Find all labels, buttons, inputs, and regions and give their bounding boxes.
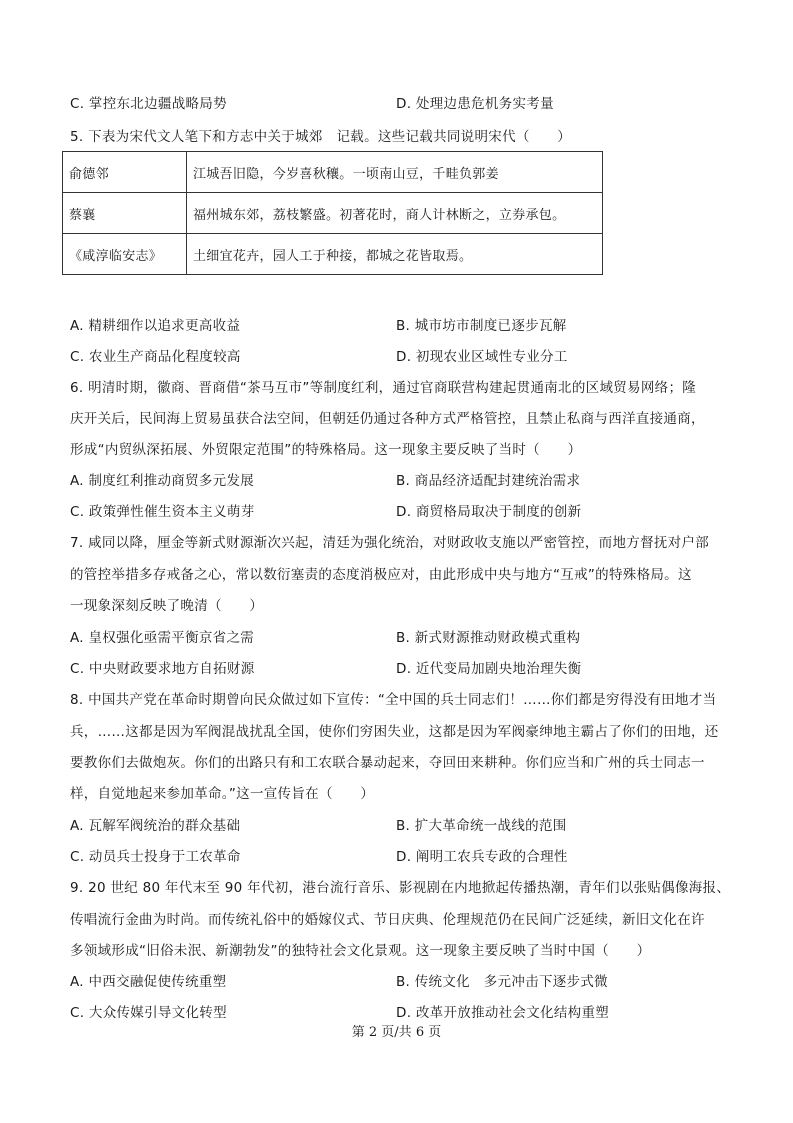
q6-stem-line-2: 庆开关后，民间海上贸易虽获合法空间，但朝廷仍通过各种方式严格管控，且禁止私商与西洋直接通商， xyxy=(70,411,705,427)
table-cell-author: 《咸淳临安志》 xyxy=(63,234,187,275)
q6-option-b: B. 商品经济适配封建统治需求 xyxy=(396,473,581,489)
q6-option-a: A. 制度红利推动商贸多元发展 xyxy=(70,473,255,489)
table-row xyxy=(63,234,603,275)
page-number-footer: 第 2 页/共 6 页 xyxy=(351,1025,442,1040)
q8-option-d: D. 阐明工农兵专政的合理性 xyxy=(396,849,568,865)
q6-stem-line-3: 形成“内贸纵深拓展、外贸限定范围”的特殊格局。这一现象主要反映了当时（ ） xyxy=(70,442,582,458)
table-row xyxy=(63,193,603,234)
q6-stem-line-1: 6. 明清时期，徽商、晋商借“茶马互市”等制度红利，通过官商联营构建起贯通南北的区域贸易网络；隆 xyxy=(70,380,697,396)
table-cell-text: 福州城东郊，荔枝繁盛。初著花时，商人计林断之，立券承包。 xyxy=(187,193,603,234)
q7-stem-line-2: 的管控举措多存戒备之心，常以数衍塞责的态度消极应对，由此形成中央与地方“互戒”的特殊格局。这 xyxy=(70,567,692,583)
q8-option-a: A. 瓦解军阀统治的群众基础 xyxy=(70,818,241,834)
q5-option-a: A. 精耕细作以追求更高收益 xyxy=(70,318,241,334)
q5-option-b: B. 城市坊市制度已逐步瓦解 xyxy=(396,318,567,334)
q8-option-c: C. 动员兵士投身于工农革命 xyxy=(70,849,241,865)
q9-option-a: A. 中西交融促使传统重塑 xyxy=(70,974,227,990)
q8-option-b: B. 扩大革命统一战线的范围 xyxy=(396,818,567,834)
q7-option-a: A. 皇权强化亟需平衡京省之需 xyxy=(70,630,255,646)
q4-option-d: D. 处理边患危机务实考量 xyxy=(396,96,554,112)
q9-option-b: B. 传统文化 多元冲击下逐步式微 xyxy=(396,974,608,990)
q9-stem-line-3: 多领域形成“旧俗未泯、新潮勃发”的独特社会文化景观。这一现象主要反映了当时中国（ ） xyxy=(70,943,651,959)
q4-option-c: C. 掌控东北边疆战略局势 xyxy=(70,96,227,112)
table-cell-text: 土细宜花卉，园人工于种接，都城之花皆取焉。 xyxy=(187,234,603,275)
q7-stem-line-1: 7. 咸同以降，厘金等新式财源渐次兴起，清廷为强化统治，对财政收支施以严密管控，而地方督抚对户部 xyxy=(70,535,710,551)
q8-stem-line-3: 要教你们去做炮灰。你们的出路只有和工农联合暴动起来，夺回田来耕种。你们应当和广州的兵士同志一 xyxy=(70,755,705,771)
q5-source-table xyxy=(62,151,603,275)
table-cell-author: 俞德邻 xyxy=(63,152,187,193)
q8-stem-line-4: 样，自觉地起来参加革命。”这一宣传旨在（ ） xyxy=(70,786,375,802)
q6-option-c: C. 政策弹性催生资本主义萌芽 xyxy=(70,504,255,520)
q7-option-d: D. 近代变局加剧央地治理失衡 xyxy=(396,661,582,677)
q9-stem-line-1: 9. 20 世纪 80 年代末至 90 年代初，港台流行音乐、影视剧在内地掀起传播热潮，青年们以张贴偶像海报、 xyxy=(70,880,731,896)
q8-stem-line-2: 兵，……这都是因为军阀混战扰乱全国，使你们穷困失业，这都是因为军阀豪绅地主霸占了你们的田地，还 xyxy=(70,724,719,740)
q7-option-b: B. 新式财源推动财政模式重构 xyxy=(396,630,581,646)
q9-option-d: D. 改革开放推动社会文化结构重塑 xyxy=(396,1005,610,1021)
table-row xyxy=(63,152,603,193)
q5-option-d: D. 初现农业区域性专业分工 xyxy=(396,349,568,365)
q9-option-c: C. 大众传媒引导文化转型 xyxy=(70,1005,227,1021)
q7-stem-line-3: 一现象深刻反映了晚清（ ） xyxy=(70,598,264,614)
table-cell-author: 蔡襄 xyxy=(63,193,187,234)
q7-option-c: C. 中央财政要求地方自拓财源 xyxy=(70,661,255,677)
q5-option-c: C. 农业生产商品化程度较高 xyxy=(70,349,241,365)
q6-option-d: D. 商贸格局取决于制度的创新 xyxy=(396,504,582,520)
q9-stem-line-2: 传唱流行金曲为时尚。而传统礼俗中的婚嫁仪式、节日庆典、伦理规范仍在民间广泛延续，新旧文化在许 xyxy=(70,912,705,928)
table-cell-text: 江城吾旧隐，今岁喜秋穰。一顷南山豆，千畦负郭姜 xyxy=(187,152,603,193)
q8-stem-line-1: 8. 中国共产党在革命时期曾向民众做过如下宣传：“全中国的兵士同志们！……你们都是穷得没有田地才当 xyxy=(70,692,717,708)
q5-stem: 5. 下表为宋代文人笔下和方志中关于城郊 记载。这些记载共同说明宋代（ ） xyxy=(70,129,572,145)
